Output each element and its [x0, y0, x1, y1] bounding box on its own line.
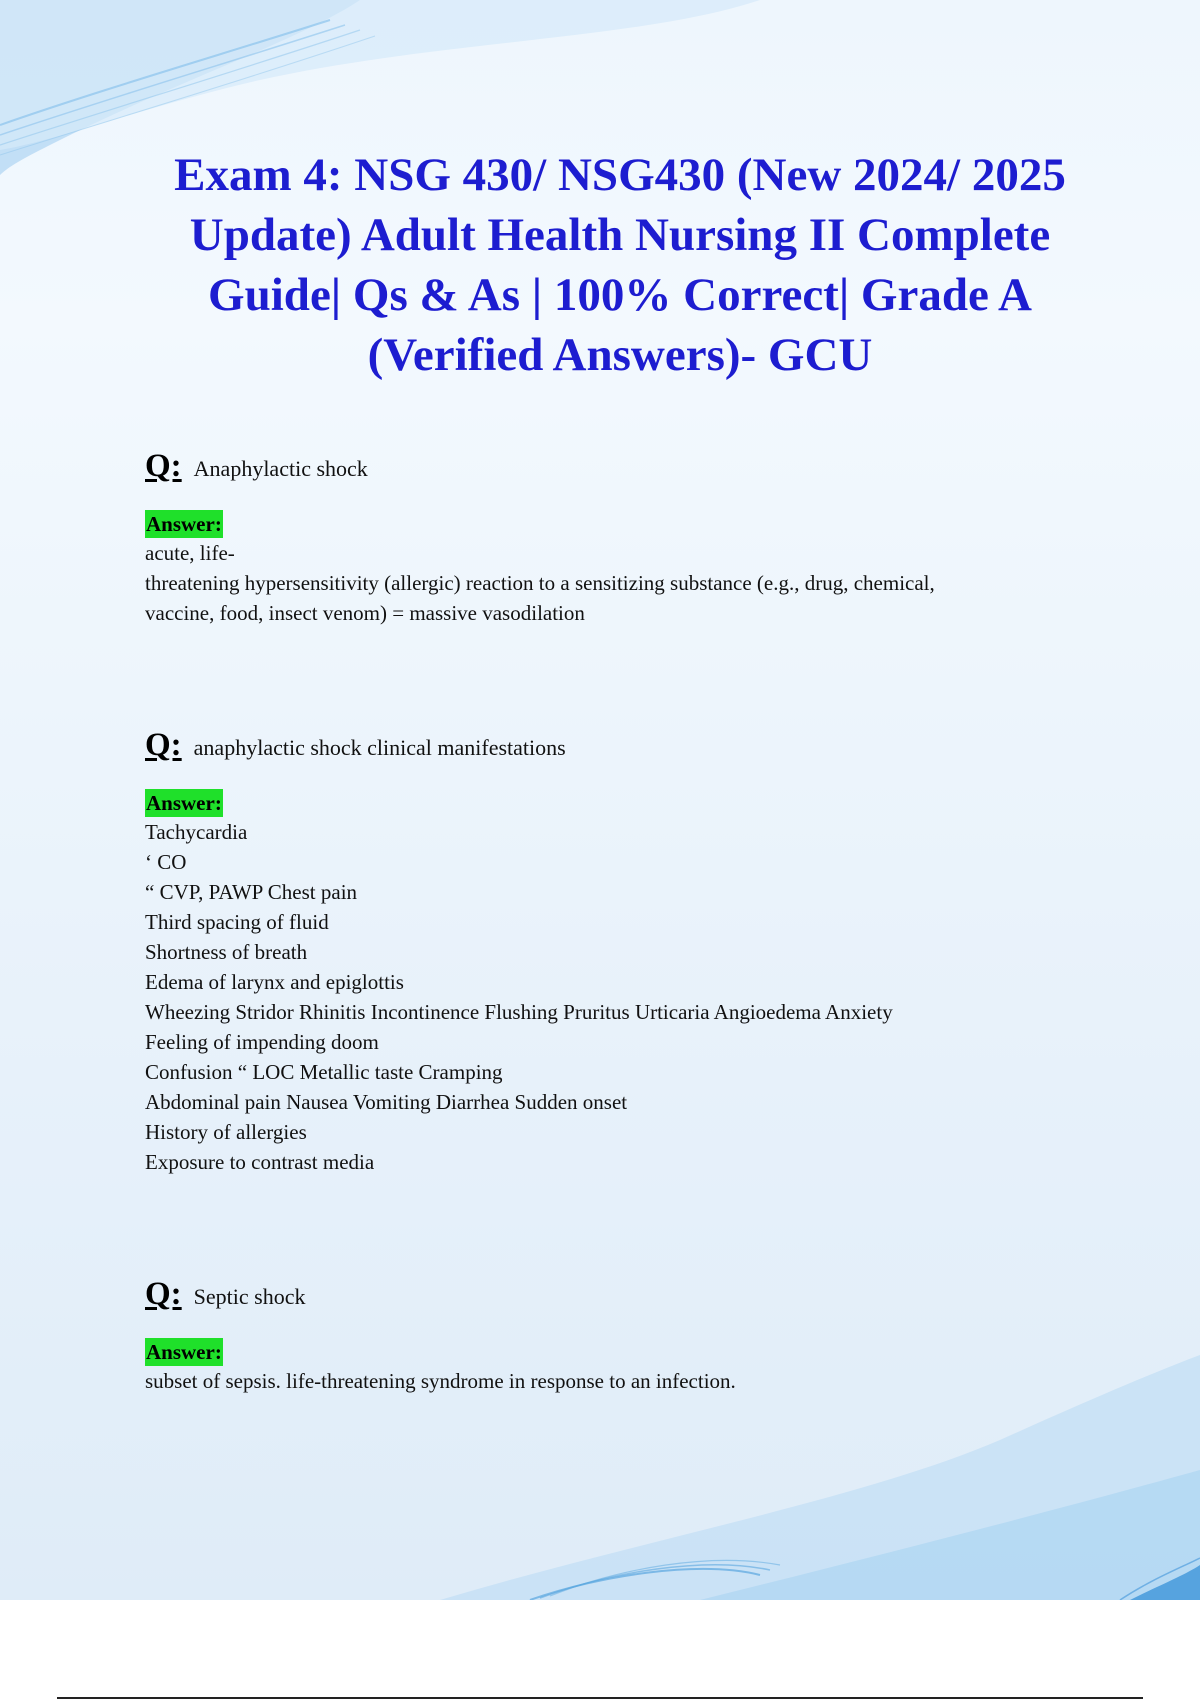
question-label: Q:: [145, 1276, 182, 1312]
question-text: Anaphylactic shock: [193, 456, 368, 481]
answer-label: Answer:: [146, 1340, 222, 1364]
answer-line: subset of sepsis. life-threatening syndrome in response to an infection.: [145, 1369, 736, 1393]
answer-line: threatening hypersensitivity (allergic) reaction to a sensitizing substance (e.g., drug, chemical,: [145, 571, 935, 595]
answer-label: Answer:: [146, 512, 222, 536]
answer-line: Abdominal pain Nausea Vomiting Diarrhea Sudden onset: [145, 1090, 628, 1114]
question-label: Q:: [145, 448, 182, 484]
question-text: Septic shock: [193, 1284, 306, 1309]
question-text: anaphylactic shock clinical manifestations: [193, 735, 566, 760]
answer-body: [145, 1366, 1085, 1396]
answer-body: [145, 538, 1085, 628]
answer-line: Edema of larynx and epiglottis: [145, 970, 404, 994]
qa-item: [145, 727, 1085, 1177]
answer-body: [145, 817, 1085, 1177]
answer-line: Tachycardia: [145, 820, 248, 844]
answer-line: “ CVP, PAWP Chest pain: [145, 880, 358, 904]
footer-divider: [57, 1697, 1143, 1699]
question-line: [145, 727, 1085, 767]
answer-label: Answer:: [146, 791, 222, 815]
document-title: Exam 4: NSG 430/ NSG430 (New 2024/ 2025 Update) Adult Health Nursing II Complete Guide| Qs & As | 100% Correct| Grade A (Verified Answers)- GCU: [174, 149, 1066, 381]
qa-item: [145, 1276, 1085, 1396]
answer-line: Feeling of impending doom: [145, 1030, 379, 1054]
answer-line: Third spacing of fluid: [145, 910, 329, 934]
answer-line: acute, life-: [145, 541, 235, 565]
answer-line: Shortness of breath: [145, 940, 308, 964]
answer-line: Wheezing Stridor Rhinitis Incontinence Flushing Pruritus Urticaria Angioedema Anxiety: [145, 1000, 893, 1024]
question-line: [145, 448, 1085, 488]
answer-line: Exposure to contrast media: [145, 1150, 375, 1174]
answer-line: History of allergies: [145, 1120, 307, 1144]
question-label: Q:: [145, 727, 182, 763]
answer-line: vaccine, food, insect venom) = massive vasodilation: [145, 601, 585, 625]
question-line: [145, 1276, 1085, 1316]
answer-line: ‘ CO: [145, 850, 187, 874]
answer-line: Confusion “ LOC Metallic taste Cramping: [145, 1060, 503, 1084]
qa-item: [145, 448, 1085, 628]
